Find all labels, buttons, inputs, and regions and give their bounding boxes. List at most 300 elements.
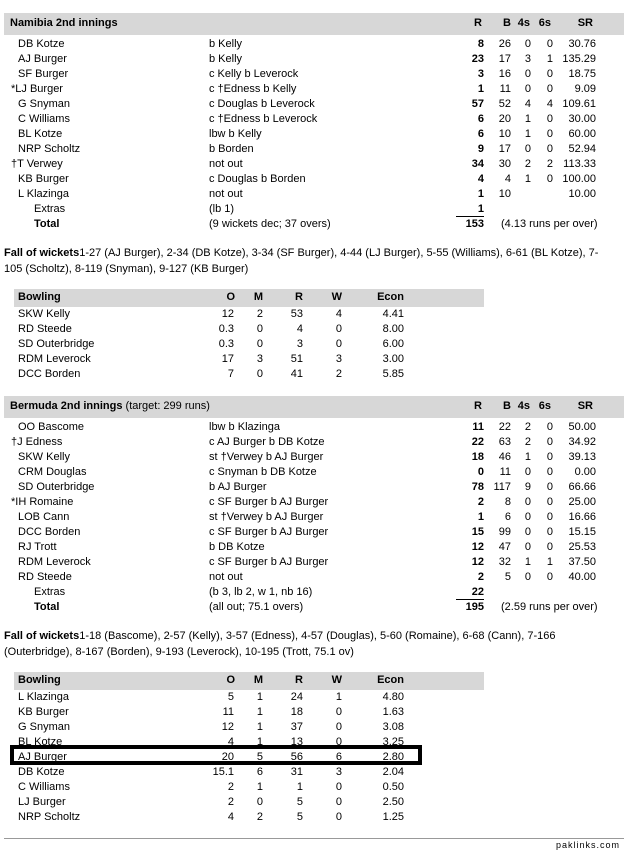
batter-name: C Williams bbox=[18, 113, 70, 125]
bowling-title: Bowling bbox=[18, 291, 61, 303]
sixes: 0 bbox=[546, 511, 553, 523]
total-detail: (all out; 75.1 overs) bbox=[209, 601, 304, 613]
economy: 6.00 bbox=[382, 338, 404, 350]
balls: 11 bbox=[499, 466, 511, 478]
bowling-row bbox=[0, 781, 626, 796]
fours: 0 bbox=[524, 496, 531, 508]
dismissal: b AJ Burger bbox=[209, 481, 267, 493]
strike-rate: 66.66 bbox=[568, 481, 596, 493]
dismissal: b DB Kotze bbox=[209, 541, 265, 553]
sixes: 0 bbox=[546, 541, 553, 553]
batting-row bbox=[0, 511, 626, 526]
extras-row bbox=[0, 203, 626, 218]
batting-row bbox=[0, 83, 626, 98]
total-row bbox=[0, 218, 626, 233]
bowling-row bbox=[0, 691, 626, 706]
batting-row bbox=[0, 421, 626, 436]
economy: 1.63 bbox=[382, 706, 404, 718]
batter-name: OO Bascome bbox=[18, 421, 85, 433]
batting-row bbox=[0, 53, 626, 68]
overs: 0.3 bbox=[218, 323, 234, 335]
fours: 1 bbox=[524, 113, 531, 125]
wickets: 0 bbox=[335, 323, 342, 335]
balls: 5 bbox=[504, 571, 511, 583]
sixes: 0 bbox=[546, 571, 553, 583]
bowler-name: RDM Leverock bbox=[18, 353, 91, 365]
total-underline bbox=[456, 599, 484, 600]
wickets: 0 bbox=[335, 736, 342, 748]
economy: 4.41 bbox=[382, 308, 404, 320]
batter-name: *LJ Burger bbox=[11, 83, 63, 95]
runs: 8 bbox=[477, 38, 484, 50]
sixes: 0 bbox=[546, 481, 553, 493]
sixes: 0 bbox=[546, 451, 553, 463]
dismissal: st †Verwey b AJ Burger bbox=[209, 451, 324, 463]
batter-name: G Snyman bbox=[18, 98, 70, 110]
col-m: M bbox=[253, 291, 263, 303]
col-6s: 6s bbox=[538, 17, 551, 29]
col-r: R bbox=[295, 674, 303, 686]
batter-name: LOB Cann bbox=[18, 511, 70, 523]
footer-divider bbox=[4, 838, 624, 839]
namibia-innings-header bbox=[4, 13, 624, 35]
batter-name: CRM Douglas bbox=[18, 466, 87, 478]
runs-conceded: 5 bbox=[296, 796, 303, 808]
extras-value: 1 bbox=[477, 203, 484, 215]
run-rate: (4.13 runs per over) bbox=[501, 218, 598, 230]
batter-name: SF Burger bbox=[18, 68, 69, 80]
namibia-fall-of-wickets bbox=[4, 245, 604, 277]
runs: 4 bbox=[477, 173, 484, 185]
extras-value: 22 bbox=[471, 586, 484, 598]
overs: 2 bbox=[227, 781, 234, 793]
sixes: 0 bbox=[546, 526, 553, 538]
sixes: 0 bbox=[546, 113, 553, 125]
balls: 11 bbox=[499, 83, 511, 95]
strike-rate: 60.00 bbox=[568, 128, 596, 140]
batter-name: SKW Kelly bbox=[18, 451, 70, 463]
overs: 12 bbox=[221, 721, 234, 733]
overs: 15.1 bbox=[212, 766, 234, 778]
balls: 26 bbox=[498, 38, 511, 50]
fours: 0 bbox=[524, 38, 531, 50]
batter-name: RJ Trott bbox=[18, 541, 57, 553]
total-label: Total bbox=[34, 218, 60, 230]
sixes: 4 bbox=[546, 98, 553, 110]
dismissal: c SF Burger b AJ Burger bbox=[209, 526, 329, 538]
bowler-name: C Williams bbox=[18, 781, 70, 793]
overs: 11 bbox=[222, 706, 234, 718]
target-text: (target: 299 runs) bbox=[122, 400, 210, 412]
sixes: 0 bbox=[546, 128, 553, 140]
balls: 22 bbox=[498, 421, 511, 433]
strike-rate: 100.00 bbox=[562, 173, 596, 185]
fours: 2 bbox=[524, 158, 531, 170]
balls: 47 bbox=[498, 541, 511, 553]
runs: 18 bbox=[471, 451, 484, 463]
sixes: 0 bbox=[546, 466, 553, 478]
col-r: R bbox=[474, 17, 482, 29]
overs: 17 bbox=[221, 353, 234, 365]
col-sr: SR bbox=[577, 17, 593, 29]
runs-conceded: 37 bbox=[290, 721, 303, 733]
batting-row bbox=[0, 556, 626, 571]
balls: 117 bbox=[493, 481, 511, 493]
dismissal: c Douglas b Borden bbox=[209, 173, 306, 185]
batting-row bbox=[0, 496, 626, 511]
col-w: W bbox=[331, 674, 342, 686]
wickets: 6 bbox=[335, 751, 342, 763]
dismissal: c †Edness b Kelly bbox=[209, 83, 297, 95]
dismissal: c Snyman b DB Kotze bbox=[209, 466, 317, 478]
fours: 0 bbox=[524, 571, 531, 583]
extras-detail: (lb 1) bbox=[209, 203, 235, 215]
dismissal: b Kelly bbox=[209, 53, 243, 65]
namibia-bowling-header bbox=[14, 289, 484, 307]
economy: 0.50 bbox=[382, 781, 404, 793]
dismissal: lbw b Klazinga bbox=[209, 421, 280, 433]
bermuda-innings-header bbox=[4, 396, 624, 418]
runs-conceded: 5 bbox=[296, 811, 303, 823]
economy: 3.25 bbox=[382, 736, 404, 748]
fours: 0 bbox=[524, 68, 531, 80]
batter-name: RD Steede bbox=[18, 571, 72, 583]
strike-rate: 10.00 bbox=[568, 188, 596, 200]
batting-row bbox=[0, 571, 626, 586]
sixes: 0 bbox=[546, 38, 553, 50]
overs: 0.3 bbox=[218, 338, 234, 350]
bowling-row bbox=[0, 353, 626, 368]
runs: 2 bbox=[477, 571, 484, 583]
sixes: 0 bbox=[546, 496, 553, 508]
balls: 17 bbox=[498, 143, 511, 155]
batting-row bbox=[0, 451, 626, 466]
runs: 1 bbox=[477, 188, 484, 200]
balls: 99 bbox=[498, 526, 511, 538]
batting-row bbox=[0, 541, 626, 556]
maidens: 5 bbox=[256, 751, 263, 763]
economy: 8.00 bbox=[382, 323, 404, 335]
fours: 4 bbox=[524, 98, 531, 110]
wickets: 0 bbox=[335, 796, 342, 808]
batting-row bbox=[0, 68, 626, 83]
bowler-name: DCC Borden bbox=[18, 368, 81, 380]
fours: 0 bbox=[524, 143, 531, 155]
bowling-row bbox=[0, 706, 626, 721]
strike-rate: 37.50 bbox=[568, 556, 596, 568]
strike-rate: 30.76 bbox=[568, 38, 596, 50]
balls: 63 bbox=[498, 436, 511, 448]
fours: 2 bbox=[524, 421, 531, 433]
fours: 3 bbox=[524, 53, 531, 65]
strike-rate: 0.00 bbox=[574, 466, 596, 478]
balls: 16 bbox=[498, 68, 511, 80]
col-o: O bbox=[226, 291, 235, 303]
batter-name: AJ Burger bbox=[18, 53, 67, 65]
sixes: 0 bbox=[546, 68, 553, 80]
bowler-name: BL Kotze bbox=[18, 736, 63, 748]
extras-row bbox=[0, 586, 626, 601]
strike-rate: 39.13 bbox=[568, 451, 596, 463]
runs-conceded: 13 bbox=[290, 736, 303, 748]
overs: 12 bbox=[221, 308, 234, 320]
total-value: 153 bbox=[465, 218, 484, 230]
overs: 2 bbox=[227, 796, 234, 808]
batter-name: KB Burger bbox=[18, 173, 69, 185]
bowling-row bbox=[0, 796, 626, 811]
fow-label: Fall of wickets bbox=[4, 247, 80, 259]
bowling-row bbox=[0, 323, 626, 338]
runs: 2 bbox=[477, 496, 484, 508]
fours: 0 bbox=[524, 526, 531, 538]
overs: 4 bbox=[227, 811, 234, 823]
total-detail: (9 wickets dec; 37 overs) bbox=[209, 218, 331, 230]
col-econ: Econ bbox=[377, 674, 404, 686]
total-underline bbox=[456, 216, 484, 217]
runs: 1 bbox=[477, 511, 484, 523]
dismissal: b Kelly bbox=[209, 38, 243, 50]
bowler-name: G Snyman bbox=[18, 721, 70, 733]
col-r: R bbox=[474, 400, 482, 412]
strike-rate: 109.61 bbox=[562, 98, 596, 110]
maidens: 3 bbox=[256, 353, 263, 365]
bowling-row bbox=[0, 338, 626, 353]
dismissal: not out bbox=[209, 158, 243, 170]
bowler-name: NRP Scholtz bbox=[18, 811, 81, 823]
balls: 20 bbox=[498, 113, 511, 125]
sixes: 0 bbox=[546, 83, 553, 95]
col-4s: 4s bbox=[517, 17, 530, 29]
fours: 0 bbox=[524, 466, 531, 478]
runs: 6 bbox=[477, 113, 484, 125]
sixes: 1 bbox=[546, 53, 553, 65]
bowling-row bbox=[0, 766, 626, 781]
bowling-row bbox=[0, 811, 626, 826]
col-r: R bbox=[295, 291, 303, 303]
maidens: 6 bbox=[256, 766, 263, 778]
strike-rate: 25.53 bbox=[568, 541, 596, 553]
fow-text: 1-18 (Bascome), 2-57 (Kelly), 3-57 (Edness), 4-57 (Douglas), 5-60 (Romaine), 6-68 (Cann), 7-166 (Outerbridge), 8-167 (Borden), 9-193 (Leverock), 10-195 (Trott, 75.1 ov) bbox=[4, 630, 556, 658]
dismissal: c Douglas b Leverock bbox=[209, 98, 315, 110]
bowler-name: SD Outerbridge bbox=[18, 338, 95, 350]
runs-conceded: 18 bbox=[290, 706, 303, 718]
sixes: 2 bbox=[546, 158, 553, 170]
strike-rate: 25.00 bbox=[568, 496, 596, 508]
strike-rate: 16.66 bbox=[568, 511, 596, 523]
runs-conceded: 41 bbox=[290, 368, 303, 380]
bowler-name: SKW Kelly bbox=[18, 308, 70, 320]
fours: 2 bbox=[524, 436, 531, 448]
wickets: 4 bbox=[335, 308, 342, 320]
fours: 0 bbox=[524, 83, 531, 95]
maidens: 0 bbox=[256, 338, 263, 350]
balls: 10 bbox=[498, 188, 511, 200]
runs: 3 bbox=[477, 68, 484, 80]
maidens: 1 bbox=[256, 706, 263, 718]
extras-label: Extras bbox=[34, 203, 66, 215]
strike-rate: 52.94 bbox=[568, 143, 596, 155]
runs-conceded: 1 bbox=[296, 781, 303, 793]
dismissal: st †Verwey b AJ Burger bbox=[209, 511, 324, 523]
runs-conceded: 51 bbox=[290, 353, 303, 365]
dismissal: c SF Burger b AJ Burger bbox=[209, 556, 329, 568]
wickets: 0 bbox=[335, 781, 342, 793]
dismissal: c †Edness b Leverock bbox=[209, 113, 318, 125]
batting-row bbox=[0, 143, 626, 158]
strike-rate: 135.29 bbox=[562, 53, 596, 65]
dismissal: c SF Burger b AJ Burger bbox=[209, 496, 329, 508]
runs: 6 bbox=[477, 128, 484, 140]
runs: 1 bbox=[477, 83, 484, 95]
maidens: 0 bbox=[256, 796, 263, 808]
maidens: 1 bbox=[256, 781, 263, 793]
runs: 15 bbox=[471, 526, 484, 538]
balls: 46 bbox=[498, 451, 511, 463]
maidens: 2 bbox=[256, 308, 263, 320]
col-b: B bbox=[503, 17, 511, 29]
balls: 17 bbox=[498, 53, 511, 65]
bowling-title: Bowling bbox=[18, 674, 61, 686]
runs: 57 bbox=[471, 98, 484, 110]
col-4s: 4s bbox=[517, 400, 530, 412]
economy: 2.04 bbox=[382, 766, 404, 778]
bowling-row bbox=[0, 308, 626, 323]
col-o: O bbox=[226, 674, 235, 686]
fours: 0 bbox=[524, 541, 531, 553]
economy: 3.00 bbox=[382, 353, 404, 365]
sixes: 0 bbox=[546, 421, 553, 433]
runs-conceded: 3 bbox=[296, 338, 303, 350]
fow-text: 1-27 (AJ Burger), 2-34 (DB Kotze), 3-34 (SF Burger), 4-44 (LJ Burger), 5-55 (Williams), 6-61 (BL Kotze), 7-105 (Scholtz), 8-119 (Snyman), 9-127 (KB Burger) bbox=[4, 247, 599, 275]
col-m: M bbox=[253, 674, 263, 686]
wickets: 3 bbox=[335, 353, 342, 365]
dismissal: b Borden bbox=[209, 143, 254, 155]
runs: 22 bbox=[471, 436, 484, 448]
strike-rate: 34.92 bbox=[568, 436, 596, 448]
runs: 78 bbox=[471, 481, 484, 493]
balls: 32 bbox=[498, 556, 511, 568]
bowler-name: AJ Burger bbox=[18, 751, 67, 763]
batting-row bbox=[0, 466, 626, 481]
dismissal: not out bbox=[209, 188, 243, 200]
dismissal: not out bbox=[209, 571, 243, 583]
economy: 2.50 bbox=[382, 796, 404, 808]
extras-label: Extras bbox=[34, 586, 66, 598]
batter-name: RDM Leverock bbox=[18, 556, 91, 568]
economy: 4.80 bbox=[382, 691, 404, 703]
dismissal: lbw b Kelly bbox=[209, 128, 262, 140]
maidens: 2 bbox=[256, 811, 263, 823]
batting-row bbox=[0, 436, 626, 451]
total-row bbox=[0, 601, 626, 616]
fours: 1 bbox=[524, 556, 531, 568]
bowling-row bbox=[0, 721, 626, 736]
bowler-name: KB Burger bbox=[18, 706, 69, 718]
runs: 12 bbox=[471, 541, 484, 553]
economy: 1.25 bbox=[382, 811, 404, 823]
sixes: 0 bbox=[546, 143, 553, 155]
runs: 23 bbox=[471, 53, 484, 65]
batting-row bbox=[0, 113, 626, 128]
wickets: 0 bbox=[335, 338, 342, 350]
batting-row bbox=[0, 98, 626, 113]
fours: 1 bbox=[524, 173, 531, 185]
wickets: 2 bbox=[335, 368, 342, 380]
sixes: 1 bbox=[546, 556, 553, 568]
strike-rate: 30.00 bbox=[568, 113, 596, 125]
sixes: 0 bbox=[546, 173, 553, 185]
col-b: B bbox=[503, 400, 511, 412]
total-label: Total bbox=[34, 601, 60, 613]
dismissal: c AJ Burger b DB Kotze bbox=[209, 436, 325, 448]
balls: 52 bbox=[498, 98, 511, 110]
wickets: 0 bbox=[335, 721, 342, 733]
wickets: 1 bbox=[335, 691, 342, 703]
col-econ: Econ bbox=[377, 291, 404, 303]
maidens: 1 bbox=[256, 721, 263, 733]
maidens: 0 bbox=[256, 368, 263, 380]
runs-conceded: 24 bbox=[290, 691, 303, 703]
bowler-name: DB Kotze bbox=[18, 766, 65, 778]
runs: 0 bbox=[477, 466, 484, 478]
overs: 7 bbox=[227, 368, 234, 380]
strike-rate: 40.00 bbox=[568, 571, 596, 583]
bermuda-bowling-header bbox=[14, 672, 484, 690]
innings-title: Bermuda 2nd innings (target: 299 runs) bbox=[10, 400, 210, 412]
batting-row bbox=[0, 481, 626, 496]
batter-name: L Klazinga bbox=[18, 188, 69, 200]
runs-conceded: 4 bbox=[296, 323, 303, 335]
bowling-row bbox=[0, 368, 626, 383]
runs-conceded: 53 bbox=[290, 308, 303, 320]
batter-name: †J Edness bbox=[11, 436, 63, 448]
col-sr: SR bbox=[577, 400, 593, 412]
balls: 10 bbox=[498, 128, 511, 140]
fours: 1 bbox=[524, 128, 531, 140]
bowler-name: LJ Burger bbox=[18, 796, 66, 808]
batter-name: †T Verwey bbox=[11, 158, 63, 170]
batting-row bbox=[0, 38, 626, 53]
strike-rate: 18.75 bbox=[568, 68, 596, 80]
strike-rate: 50.00 bbox=[568, 421, 596, 433]
highlight-box bbox=[10, 745, 422, 765]
batter-name: DB Kotze bbox=[18, 38, 65, 50]
overs: 5 bbox=[227, 691, 234, 703]
runs-conceded: 56 bbox=[290, 751, 303, 763]
batting-row bbox=[0, 173, 626, 188]
batter-name: DCC Borden bbox=[18, 526, 81, 538]
strike-rate: 113.33 bbox=[563, 158, 596, 170]
strike-rate: 9.09 bbox=[574, 83, 596, 95]
innings-title: Namibia 2nd innings bbox=[10, 17, 118, 29]
batter-name: NRP Scholtz bbox=[18, 143, 81, 155]
runs: 11 bbox=[472, 421, 484, 433]
balls: 8 bbox=[504, 496, 511, 508]
batting-row bbox=[0, 158, 626, 173]
footer-brand: paklinks.com bbox=[555, 840, 620, 850]
bowler-name: RD Steede bbox=[18, 323, 72, 335]
dismissal: c Kelly b Leverock bbox=[209, 68, 299, 80]
extras-detail: (b 3, lb 2, w 1, nb 16) bbox=[209, 586, 313, 598]
sixes: 0 bbox=[546, 436, 553, 448]
wickets: 3 bbox=[335, 766, 342, 778]
maidens: 0 bbox=[256, 323, 263, 335]
wickets: 0 bbox=[335, 811, 342, 823]
strike-rate: 15.15 bbox=[568, 526, 596, 538]
runs: 12 bbox=[471, 556, 484, 568]
maidens: 1 bbox=[256, 736, 263, 748]
runs: 9 bbox=[477, 143, 484, 155]
